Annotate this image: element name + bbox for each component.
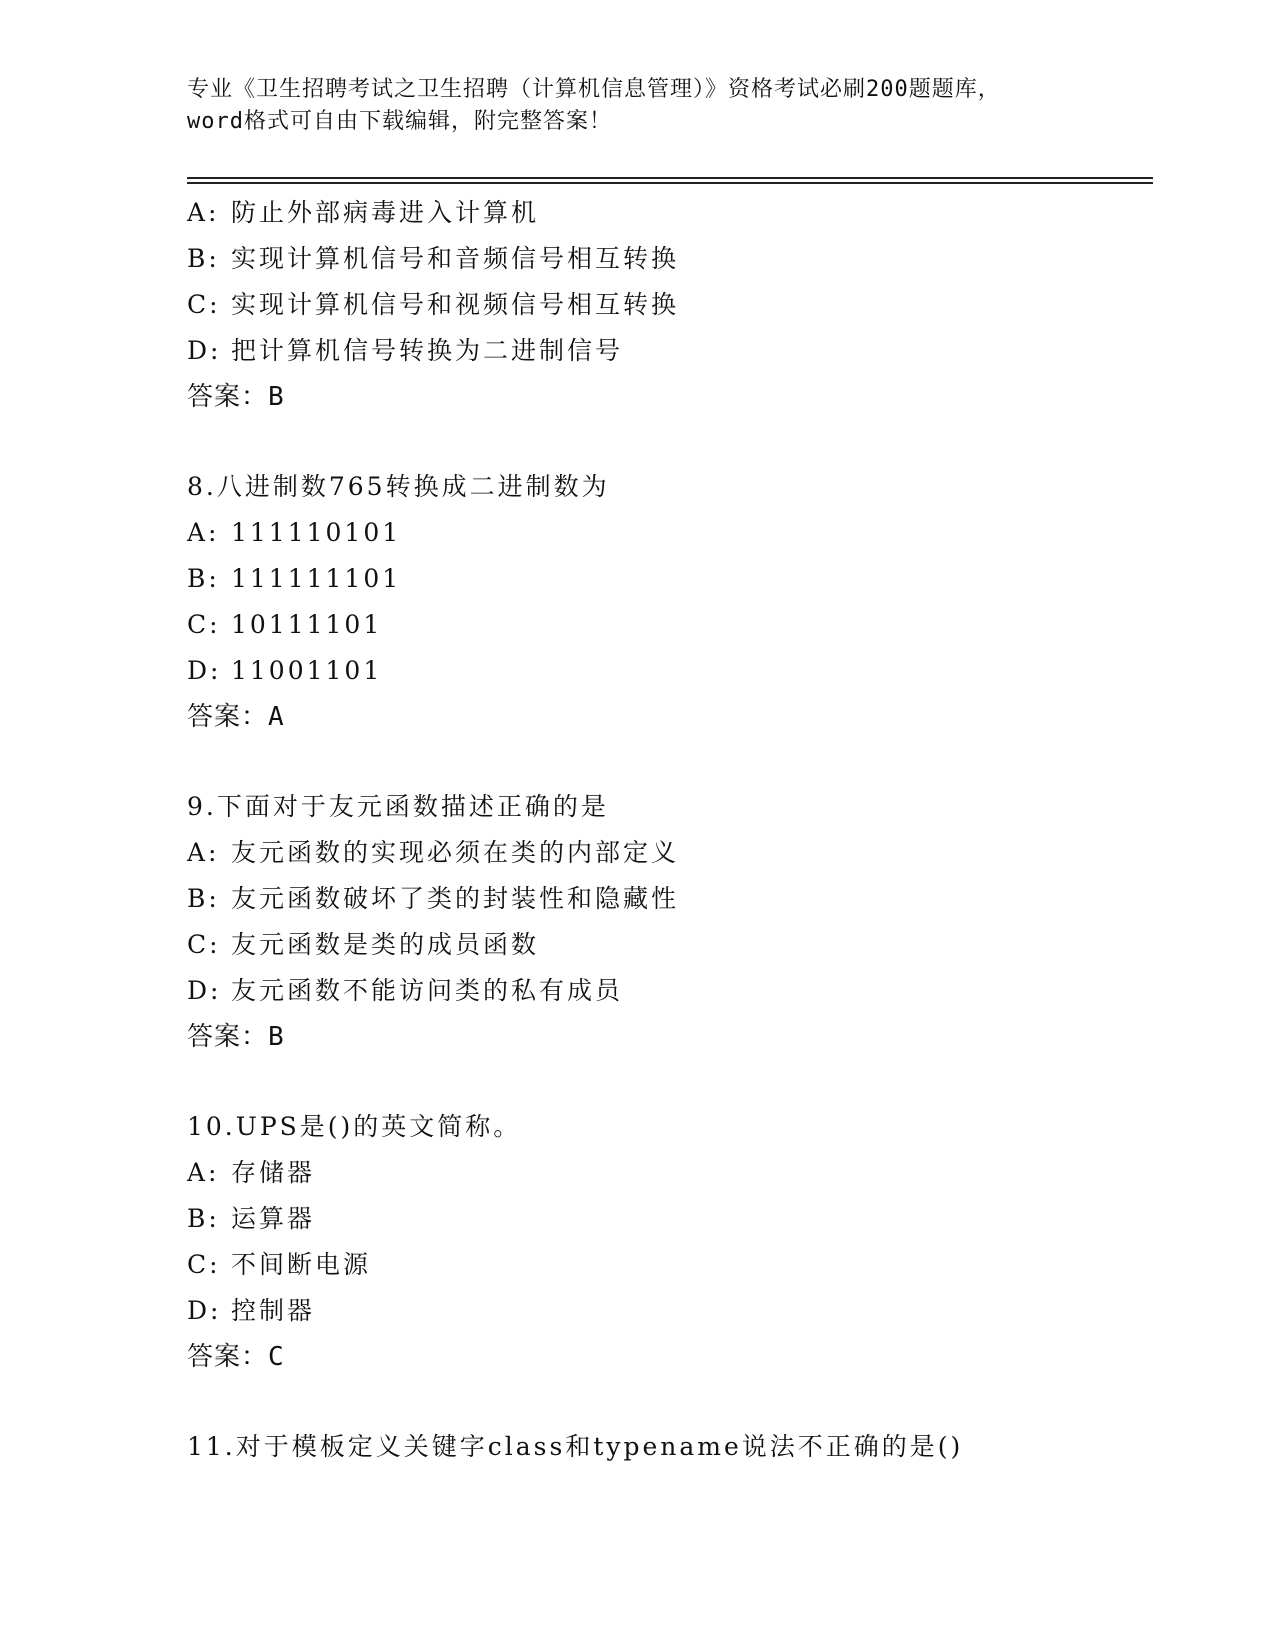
option-text: 111111101 (231, 564, 402, 593)
option-text: 运算器 (231, 1204, 316, 1233)
option-a (187, 1150, 1167, 1196)
option-letter: C: (187, 290, 221, 319)
option-d (187, 648, 1167, 694)
answer-line: 答案：B (187, 382, 285, 412)
option-b (187, 556, 1167, 602)
option-a (187, 830, 1167, 876)
option-a (187, 190, 1167, 236)
option-text: 11001101 (231, 656, 383, 685)
option-text: 实现计算机信号和视频信号相互转换 (231, 290, 680, 319)
option-letter: A: (187, 518, 220, 547)
question-block (187, 1104, 1167, 1380)
answer-line: 答案：B (187, 1022, 285, 1052)
option-c (187, 1242, 1167, 1288)
question-block (187, 190, 1167, 420)
option-text: 友元函数的实现必须在类的内部定义 (231, 838, 680, 867)
answer-line: 答案：C (187, 1342, 285, 1372)
option-letter: B: (187, 884, 220, 913)
option-letter: C: (187, 1250, 221, 1279)
option-d (187, 328, 1167, 374)
option-text: 控制器 (231, 1296, 316, 1325)
option-text: 实现计算机信号和音频信号相互转换 (231, 244, 680, 273)
option-text: 不间断电源 (231, 1250, 372, 1279)
option-letter: D: (187, 656, 222, 685)
answer-line: 答案：A (187, 702, 285, 732)
option-b (187, 236, 1167, 282)
spacer (187, 740, 1167, 784)
option-letter: B: (187, 244, 220, 273)
option-b (187, 1196, 1167, 1242)
option-b (187, 876, 1167, 922)
option-text: 111110101 (231, 518, 402, 547)
option-letter: C: (187, 610, 221, 639)
option-d (187, 1288, 1167, 1334)
header-line-1: 专业《卫生招聘考试之卫生招聘（计算机信息管理）》资格考试必刷200题题库， (187, 77, 1001, 102)
option-text: 防止外部病毒进入计算机 (231, 198, 540, 227)
option-text: 把计算机信号转换为二进制信号 (231, 336, 624, 365)
option-letter: C: (187, 930, 221, 959)
option-c (187, 282, 1167, 328)
question-text: 11.对于模板定义关键字class和typename说法不正确的是() (187, 1432, 964, 1461)
option-c (187, 602, 1167, 648)
question-block (187, 464, 1167, 740)
question-text: 8.八进制数765转换成二进制数为 (187, 472, 610, 501)
option-letter: A: (187, 198, 220, 227)
option-letter: D: (187, 976, 222, 1005)
question-block (187, 784, 1167, 1060)
option-a (187, 510, 1167, 556)
option-text: 存储器 (231, 1158, 316, 1187)
question-text: 10.UPS是()的英文简称。 (187, 1112, 522, 1141)
option-c (187, 922, 1167, 968)
question-text: 9.下面对于友元函数描述正确的是 (187, 792, 609, 821)
header-divider-bottom (187, 182, 1153, 184)
option-letter: B: (187, 564, 220, 593)
option-letter: B: (187, 1204, 220, 1233)
option-text: 友元函数是类的成员函数 (231, 930, 540, 959)
option-text: 10111101 (231, 610, 383, 639)
option-letter: A: (187, 838, 220, 867)
option-letter: A: (187, 1158, 220, 1187)
spacer (187, 1060, 1167, 1104)
question-block (187, 1424, 1167, 1470)
option-text: 友元函数破坏了类的封装性和隐藏性 (231, 884, 680, 913)
header-divider-top (187, 177, 1153, 179)
spacer (187, 1380, 1167, 1424)
option-d (187, 968, 1167, 1014)
header-line-2: word格式可自由下载编辑，附完整答案！ (187, 109, 612, 134)
option-text: 友元函数不能访问类的私有成员 (231, 976, 624, 1005)
question-list (187, 190, 1167, 1470)
spacer (187, 420, 1167, 464)
option-letter: D: (187, 1296, 222, 1325)
option-letter: D: (187, 336, 222, 365)
document-header (187, 74, 1087, 138)
